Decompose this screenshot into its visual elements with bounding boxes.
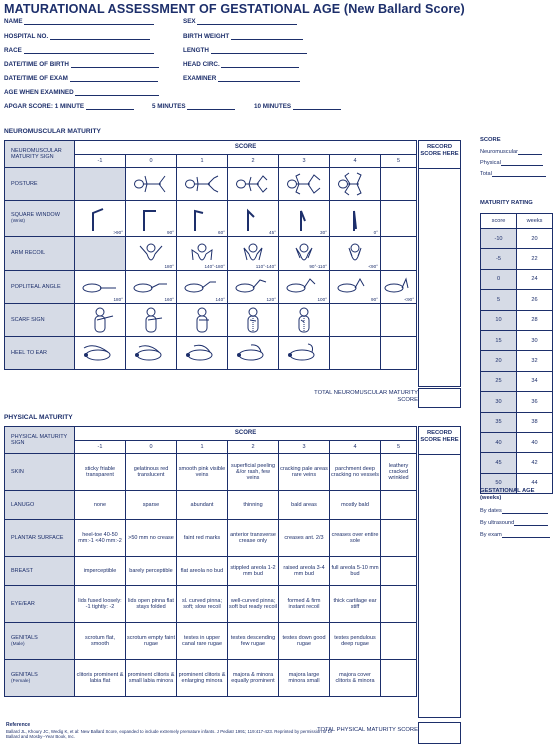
- phys-sign: PLANTAR SURFACE: [5, 520, 75, 557]
- phys-cell: well-curved pinna; soft but ready recoil: [228, 586, 279, 623]
- arm-recoil-cell: 90°-110°: [279, 237, 330, 271]
- phys-cell: mostly bald: [330, 491, 381, 520]
- phys-cell: cracking pale areas rare veins: [279, 454, 330, 491]
- phys-cell: [381, 623, 417, 660]
- phys-cell: [381, 660, 417, 697]
- phys-cell: thinning: [228, 491, 279, 520]
- birth-weight-field[interactable]: BIRTH WEIGHT: [183, 33, 303, 40]
- phys-sign-header: PHYSICAL MATURITY SIGN: [5, 427, 75, 454]
- phys-cell: clitoris prominent & labia flat: [75, 660, 126, 697]
- phys-total-label: TOTAL PHYSICAL MATURITY SCORE: [317, 727, 418, 733]
- phys-cell: heel-toe 40-50 mm:-1 <40 mm:-2: [75, 520, 126, 557]
- maturity-weeks: 34: [517, 371, 553, 391]
- phys-cell: anterior transverse crease only: [228, 520, 279, 557]
- score-col: 2: [228, 155, 279, 168]
- maturity-score: 25: [481, 371, 517, 391]
- phys-cell: bald areas: [279, 491, 330, 520]
- maturity-row: [481, 310, 553, 330]
- phys-sign: EYE/EAR: [5, 586, 75, 623]
- maturity-row: [481, 269, 553, 289]
- score-total[interactable]: Total: [480, 171, 554, 177]
- score-neuromuscular[interactable]: Neuromuscular: [480, 149, 554, 155]
- maturity-weeks: 44: [517, 473, 553, 493]
- score-physical[interactable]: Physical: [480, 160, 554, 166]
- phys-cell: superficial peeling &/or rash, few veins: [228, 454, 279, 491]
- maturity-rating-table: [480, 213, 553, 494]
- phys-cell: testes in upper canal rare rugae: [177, 623, 228, 660]
- maturity-weeks: 30: [517, 330, 553, 350]
- neuro-score-header: SCORE: [75, 141, 417, 155]
- maturity-row: [481, 432, 553, 452]
- phys-cell: sl. curved pinna; soft; slow recoil: [177, 586, 228, 623]
- phys-cell: thick cartilage ear stiff: [330, 586, 381, 623]
- table-row: [5, 557, 417, 586]
- table-row: [5, 520, 417, 557]
- maturity-row: [481, 453, 553, 473]
- phys-sign: SKIN: [5, 454, 75, 491]
- posture-figure-4: [330, 168, 381, 201]
- table-row: [5, 586, 417, 623]
- physical-title: PHYSICAL MATURITY: [4, 414, 73, 421]
- phys-cell: gelatinous red translucent: [126, 454, 177, 491]
- maturity-score: 30: [481, 392, 517, 412]
- posture-figure-2: [228, 168, 279, 201]
- score-col: 2: [228, 441, 279, 454]
- maturity-score: -5: [481, 249, 517, 269]
- table-row: [5, 491, 417, 520]
- scarf-figure: [126, 304, 177, 337]
- hospital-no-field[interactable]: HOSPITAL NO.: [4, 33, 150, 40]
- score-col: 4: [330, 155, 381, 168]
- sex-field[interactable]: SEX: [183, 18, 297, 25]
- maturity-score: 45: [481, 453, 517, 473]
- phys-cell: smooth pink visible veins: [177, 454, 228, 491]
- apgar-10min-field[interactable]: 10 MINUTES: [254, 103, 341, 110]
- score-col: 1: [177, 441, 228, 454]
- maturity-row: [481, 371, 553, 391]
- phys-cell: imperceptible: [75, 557, 126, 586]
- phys-sign: GENITALS (Female): [5, 660, 75, 697]
- heel-ear-figure: [126, 337, 177, 370]
- phys-cell: sparse: [126, 491, 177, 520]
- neuro-total-box[interactable]: [418, 388, 461, 408]
- heel-ear-figure: [228, 337, 279, 370]
- popliteal-cell: 90°: [330, 271, 381, 304]
- phys-cell: [381, 586, 417, 623]
- phys-cell: barely perceptible: [126, 557, 177, 586]
- arm-recoil-cell: 140°-180°: [177, 237, 228, 271]
- score-col: -1: [75, 441, 126, 454]
- sign-posture: POSTURE: [5, 168, 75, 201]
- sign-square-window: SQUARE WINDOW (Wrist): [5, 201, 75, 237]
- maturity-score: 5: [481, 290, 517, 310]
- phys-cell: full areola 5-10 mm bud: [330, 557, 381, 586]
- popliteal-cell: 180°: [75, 271, 126, 304]
- score-panel: SCORE Neuromuscular Physical Total: [480, 137, 554, 177]
- phys-cell: flat areola no bud: [177, 557, 228, 586]
- phys-cell: scrotum flat, smooth: [75, 623, 126, 660]
- phys-cell: formed & firm instant recoil: [279, 586, 330, 623]
- popliteal-cell: 160°: [126, 271, 177, 304]
- phys-cell: lids open pinna flat stays folded: [126, 586, 177, 623]
- apgar-1min-field[interactable]: APGAR SCORE: 1 MINUTE: [4, 103, 134, 110]
- scarf-figure: [279, 304, 330, 337]
- maturity-score: -10: [481, 229, 517, 249]
- phys-cell: prominent clitoris & small labia minora: [126, 660, 177, 697]
- neuro-total-label: TOTAL NEUROMUSCULAR MATURITY SCORE: [314, 390, 418, 404]
- phys-cell: majora large minora small: [279, 660, 330, 697]
- maturity-weeks: 24: [517, 269, 553, 289]
- maturity-weeks: 22: [517, 249, 553, 269]
- phys-cell: creases ant. 2/3: [279, 520, 330, 557]
- neuromuscular-title: NEUROMUSCULAR MATURITY: [4, 128, 101, 135]
- phys-cell: testes pendulous deep rugae: [330, 623, 381, 660]
- phys-cell: [381, 557, 417, 586]
- table-row: [5, 168, 417, 201]
- phys-score-header: SCORE: [75, 427, 417, 441]
- square-window-cell: 0°: [330, 201, 381, 237]
- sign-heel-to-ear: HEEL TO EAR: [5, 337, 75, 370]
- square-window-cell: 30°: [279, 201, 330, 237]
- ga-by-dates[interactable]: By dates: [480, 508, 556, 514]
- maturity-row: [481, 330, 553, 350]
- neuro-record-column: RECORD SCORE HERE: [418, 140, 461, 387]
- posture-figure-0: [126, 168, 177, 201]
- length-field[interactable]: LENGTH: [183, 47, 307, 54]
- physical-table: [4, 426, 417, 697]
- maturity-weeks: 36: [517, 392, 553, 412]
- maturity-score: 35: [481, 412, 517, 432]
- table-row: [5, 304, 417, 337]
- phys-cell: prominent clitoris & enlarging minora: [177, 660, 228, 697]
- scarf-figure: [228, 304, 279, 337]
- examiner-field[interactable]: EXAMINER: [183, 75, 300, 82]
- phys-cell: majora & minora equally prominent: [228, 660, 279, 697]
- score-col: 1: [177, 155, 228, 168]
- phys-sign: GENITALS (Male): [5, 623, 75, 660]
- form-title: MATURATIONAL ASSESSMENT OF GESTATIONAL AGE (New Ballard Score): [4, 2, 465, 16]
- phys-cell: faint red marks: [177, 520, 228, 557]
- date-of-exam-field[interactable]: DATE/TIME OF EXAM: [4, 75, 158, 82]
- maturity-row: [481, 351, 553, 371]
- maturity-weeks: 26: [517, 290, 553, 310]
- heel-ear-figure: [75, 337, 126, 370]
- popliteal-cell: 140°: [177, 271, 228, 304]
- table-row: [5, 237, 417, 271]
- phys-cell: raised areola 3-4 mm bud: [279, 557, 330, 586]
- col-score: score: [481, 214, 517, 229]
- sign-popliteal-angle: POPLITEAL ANGLE: [5, 271, 75, 304]
- maturity-score: 0: [481, 269, 517, 289]
- score-col: 4: [330, 441, 381, 454]
- score-col: 5: [381, 155, 417, 168]
- square-window-cell: >90°: [75, 201, 126, 237]
- apgar-5min-field[interactable]: 5 MINUTES: [152, 103, 235, 110]
- phys-cell: lids fused loosely: -1 tightly: -2: [75, 586, 126, 623]
- table-row: [5, 623, 417, 660]
- ga-by-ultrasound[interactable]: By ultrasound: [480, 520, 556, 526]
- table-row: [5, 660, 417, 697]
- arm-recoil-cell: 110°-140°: [228, 237, 279, 271]
- score-col: 5: [381, 441, 417, 454]
- popliteal-cell: <90°: [381, 271, 417, 304]
- neuro-sign-header: NEUROMUSCULAR MATURITY SIGN: [5, 141, 75, 168]
- phys-cell: abundant: [177, 491, 228, 520]
- square-window-cell: 90°: [126, 201, 177, 237]
- head-circ-field[interactable]: HEAD CIRC.: [183, 61, 299, 68]
- table-row: [5, 454, 417, 491]
- scarf-figure: [75, 304, 126, 337]
- race-field[interactable]: RACE: [4, 47, 154, 54]
- square-window-cell: 60°: [177, 201, 228, 237]
- gestational-age-panel: GESTATIONAL AGE (weeks) By dates By ultrasound By exam: [480, 488, 556, 538]
- table-row: [5, 201, 417, 237]
- arm-recoil-cell: <90°: [330, 237, 381, 271]
- phys-cell: [381, 491, 417, 520]
- score-col: -1: [75, 155, 126, 168]
- maturity-score: 50: [481, 473, 517, 493]
- maturity-row: [481, 392, 553, 412]
- phys-cell: majora cover clitoris & minora: [330, 660, 381, 697]
- score-col: 3: [279, 155, 330, 168]
- maturity-score: 10: [481, 310, 517, 330]
- phys-sign: LANUGO: [5, 491, 75, 520]
- phys-cell: sticky friable transparent: [75, 454, 126, 491]
- date-of-birth-field[interactable]: DATE/TIME OF BIRTH: [4, 61, 159, 68]
- phys-cell: testes down good rugae: [279, 623, 330, 660]
- phys-cell: leathery cracked wrinkled: [381, 454, 417, 491]
- maturity-row: [481, 249, 553, 269]
- posture-figure-3: [279, 168, 330, 201]
- maturity-weeks: 40: [517, 432, 553, 452]
- maturity-weeks: 38: [517, 412, 553, 432]
- heel-ear-figure: [177, 337, 228, 370]
- phys-cell: [381, 520, 417, 557]
- maturity-rating-heading: MATURITY RATING: [480, 200, 533, 206]
- popliteal-cell: 100°: [279, 271, 330, 304]
- arm-recoil-cell: 180°: [126, 237, 177, 271]
- phys-cell: parchment deep cracking no vessels: [330, 454, 381, 491]
- score-col: 0: [126, 441, 177, 454]
- maturity-row: [481, 412, 553, 432]
- posture-figure-1: [177, 168, 228, 201]
- sign-scarf: SCARF SIGN: [5, 304, 75, 337]
- age-examined-field[interactable]: AGE WHEN EXAMINED: [4, 89, 159, 96]
- square-window-cell: 45°: [228, 201, 279, 237]
- phys-cell: none: [75, 491, 126, 520]
- name-field[interactable]: NAME: [4, 18, 154, 25]
- phys-cell: >50 mm no crease: [126, 520, 177, 557]
- score-col: 0: [126, 155, 177, 168]
- sign-arm-recoil: ARM RECOIL: [5, 237, 75, 271]
- maturity-score: 20: [481, 351, 517, 371]
- maturity-weeks: 32: [517, 351, 553, 371]
- maturity-weeks: 28: [517, 310, 553, 330]
- score-col: 3: [279, 441, 330, 454]
- phys-sign: BREAST: [5, 557, 75, 586]
- reference: Reference Ballard JL, Khoury JC, Wedig K, et al: New Ballard Score, expanded to include extremely premature infants. J Pediatr 1991; 119:417-423. Reprinted by permission of Dr Ballard and Mosby--Year Book, Inc.: [6, 722, 333, 740]
- phys-cell: stippled areola 1-2 mm bud: [228, 557, 279, 586]
- ga-by-exam[interactable]: By exam: [480, 532, 556, 538]
- scarf-figure: [177, 304, 228, 337]
- phys-cell: scrotum empty faint rugae: [126, 623, 177, 660]
- maturity-weeks: 20: [517, 229, 553, 249]
- table-row: [5, 271, 417, 304]
- phys-record-column: RECORD SCORE HERE: [418, 426, 461, 718]
- maturity-weeks: 42: [517, 453, 553, 473]
- maturity-row: [481, 229, 553, 249]
- maturity-row: [481, 290, 553, 310]
- col-weeks: weeks: [517, 214, 553, 229]
- phys-total-box[interactable]: [418, 722, 461, 744]
- table-row: [5, 337, 417, 370]
- maturity-score: 40: [481, 432, 517, 452]
- neuromuscular-table: [4, 140, 417, 370]
- phys-cell: testes descending few rugae: [228, 623, 279, 660]
- phys-cell: creases over entire sole: [330, 520, 381, 557]
- popliteal-cell: 120°: [228, 271, 279, 304]
- heel-ear-figure: [279, 337, 330, 370]
- maturity-score: 15: [481, 330, 517, 350]
